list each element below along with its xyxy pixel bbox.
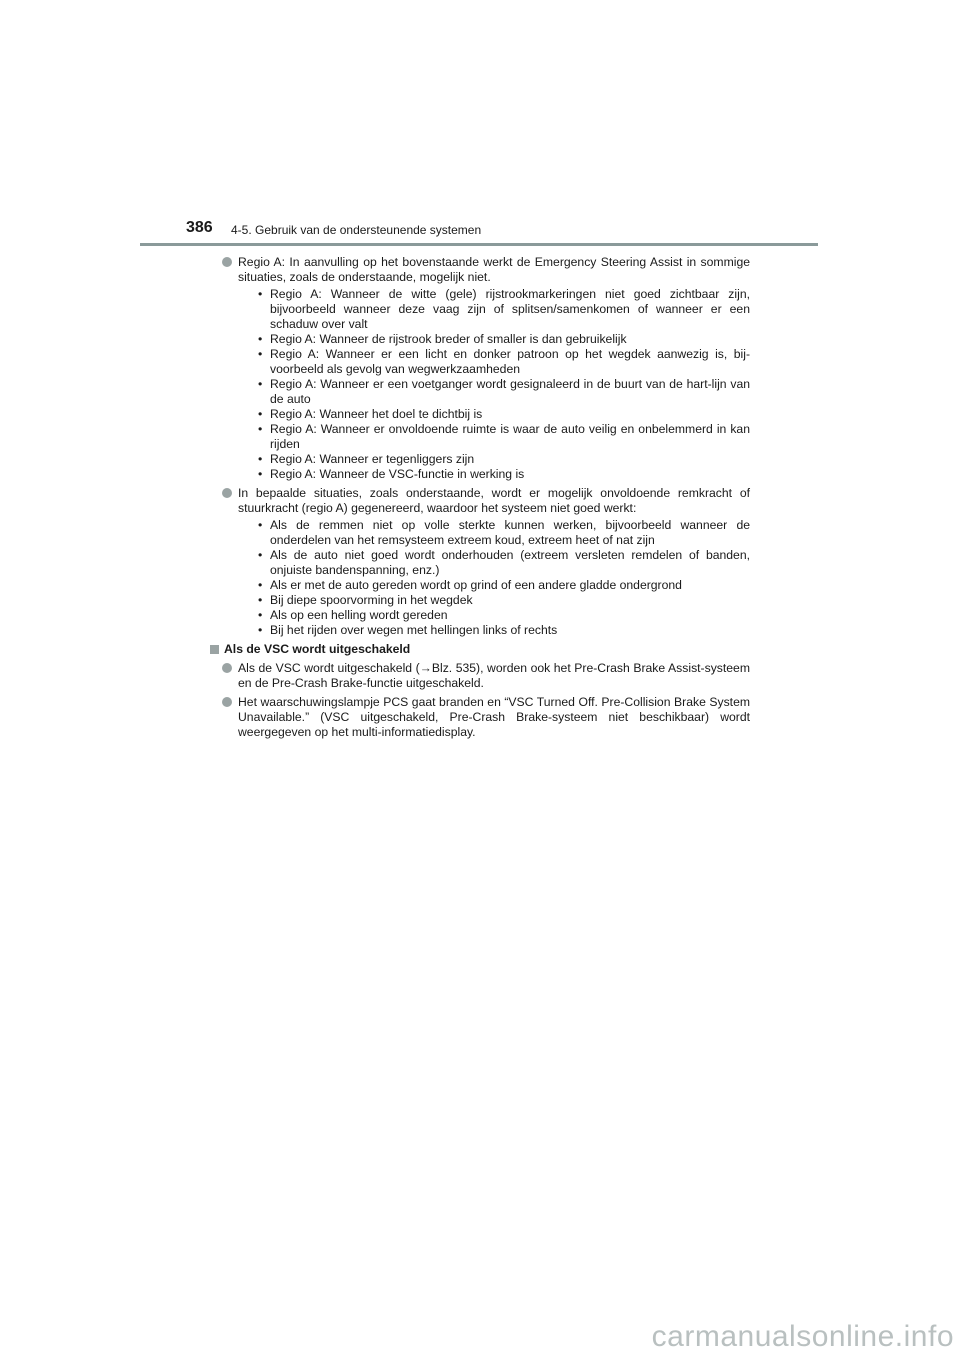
section-heading <box>210 642 750 657</box>
dot-bullet-icon: • <box>258 623 263 637</box>
sub-list-item-text: Als op een helling wordt gereden <box>270 608 448 622</box>
sub-list-item <box>254 593 750 608</box>
sub-list-item-text: Bij diepe spoorvorming in het wegdek <box>270 593 473 607</box>
sub-list-item-text: Regio A: Wanneer er onvoldoende ruimte is waar de auto veilig en onbelemmerd in kan rijden <box>270 422 750 451</box>
sub-list-item <box>254 332 750 347</box>
dot-bullet-icon: • <box>258 578 263 592</box>
sub-list-item <box>254 608 750 623</box>
circle-bullet-icon <box>222 663 232 673</box>
sub-list-item <box>254 548 750 578</box>
sub-list-item-text: Regio A: Wanneer er een licht en donker patroon op het wegdek aanwezig is, bij-voorbeeld als gevolg van wegwerkzaamheden <box>270 347 750 376</box>
sub-list-item <box>254 578 750 593</box>
list-item <box>222 486 750 638</box>
watermark: carmanualsonline.info <box>651 1320 954 1353</box>
circle-bullet-icon <box>222 488 232 498</box>
sub-list-item <box>254 422 750 452</box>
sub-list-item-text: Als de remmen niet op volle sterkte kunnen werken, bijvoorbeeld wanneer de onderdelen van het remsysteem extreem koud, extreem heet of nat zijn <box>270 518 750 547</box>
list-item <box>222 255 750 482</box>
list-item-text: Regio A: In aanvulling op het bovenstaande werkt de Emergency Steering Assist in sommige situaties, zoals de onderstaande, mogelijk niet. <box>238 255 750 284</box>
list-item-text: In bepaalde situaties, zoals onderstaande, wordt er mogelijk onvoldoende remkracht of stuurkracht (regio A) gegenereerd, waardoor het systeem niet goed werkt: <box>238 486 750 515</box>
list-item-text: Het waarschuwingslampje PCS gaat branden en “VSC Turned Off. Pre-Collision Brake System Unavailable.” (VSC uitgeschakeld, Pre-Crash Brake-systeem niet beschikbaar) wordt weergegeven op het multi-informatiedisplay. <box>238 695 750 739</box>
dot-bullet-icon: • <box>258 332 263 346</box>
sub-list-item <box>254 347 750 377</box>
circle-bullet-icon <box>222 257 232 267</box>
sub-list-item <box>254 452 750 467</box>
dot-bullet-icon: • <box>258 407 263 421</box>
sub-list-item-text: Regio A: Wanneer er een voetganger wordt gesignaleerd in de buurt van de hart-lijn van de auto <box>270 377 750 406</box>
dot-bullet-icon: • <box>258 548 263 562</box>
dot-bullet-icon: • <box>258 608 263 622</box>
circle-bullet-icon <box>222 697 232 707</box>
dot-bullet-icon: • <box>258 422 263 436</box>
sub-list <box>254 287 750 482</box>
dot-bullet-icon: • <box>258 518 263 532</box>
section-heading-text: Als de VSC wordt uitgeschakeld <box>224 642 411 656</box>
dot-bullet-icon: • <box>258 377 263 391</box>
sub-list-item-text: Regio A: Wanneer de witte (gele) rijstrookmarkeringen niet goed zichtbaar zijn, bijvoorbeeld wanneer deze vaag zijn of splitsen/samenkomen of wanneer er een schaduw over valt <box>270 287 750 331</box>
sub-list <box>254 518 750 638</box>
list-item-text: Als de VSC wordt uitgeschakeld (→Blz. 535), worden ook het Pre-Crash Brake Assist-systeem en de Pre-Crash Brake-functie uitgeschakeld. <box>238 661 750 690</box>
page-number: 386 <box>186 219 213 236</box>
sub-list-item-text: Regio A: Wanneer er tegenliggers zijn <box>270 452 475 466</box>
square-bullet-icon <box>210 645 219 654</box>
list-item <box>222 661 750 691</box>
content <box>222 255 750 744</box>
dot-bullet-icon: • <box>258 287 263 301</box>
dot-bullet-icon: • <box>258 347 263 361</box>
sub-list-item <box>254 467 750 482</box>
sub-list-item-text: Als de auto niet goed wordt onderhouden (extreem versleten remdelen of banden, onjuiste bandenspanning, enz.) <box>270 548 750 577</box>
sub-list-item <box>254 623 750 638</box>
dot-bullet-icon: • <box>258 452 263 466</box>
sub-list-item-text: Bij het rijden over wegen met hellingen links of rechts <box>270 623 558 637</box>
sub-list-item-text: Regio A: Wanneer de rijstrook breder of smaller is dan gebruikelijk <box>270 332 627 346</box>
sub-list-item-text: Als er met de auto gereden wordt op grind of een andere gladde ondergrond <box>270 578 682 592</box>
sub-list-item <box>254 377 750 407</box>
section-title: 4-5. Gebruik van de ondersteunende systemen <box>231 223 482 237</box>
sub-list-item-text: Regio A: Wanneer de VSC-functie in werking is <box>270 467 525 481</box>
header-rule <box>140 243 818 246</box>
sub-list-item <box>254 407 750 422</box>
sub-list-item <box>254 287 750 332</box>
bullet-list <box>222 255 750 638</box>
dot-bullet-icon: • <box>258 593 263 607</box>
dot-bullet-icon: • <box>258 467 263 481</box>
list-item <box>222 695 750 740</box>
sub-list-item-text: Regio A: Wanneer het doel te dichtbij is <box>270 407 483 421</box>
sub-list-item <box>254 518 750 548</box>
